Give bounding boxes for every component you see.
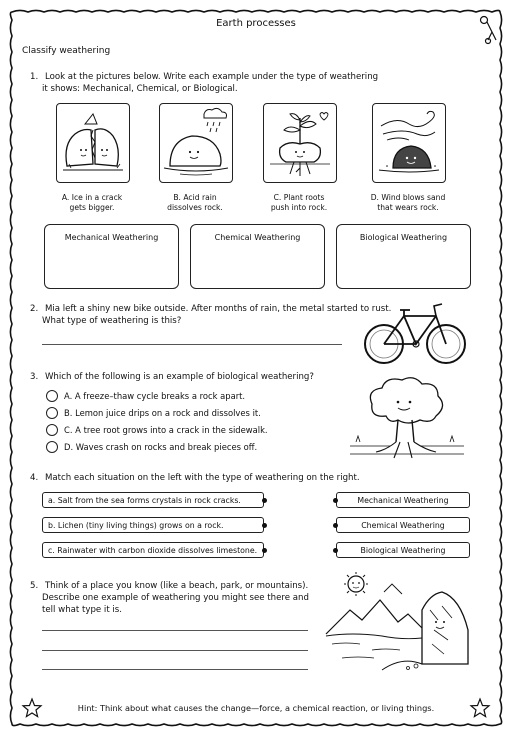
match-left-item[interactable]: a. Salt from the sea forms crystals in rock cracks. <box>42 492 264 508</box>
question-number: 2. <box>30 304 39 314</box>
picture-caption: B. Acid rain dissolves rock. <box>167 193 223 212</box>
answer-box-label: Biological Weathering <box>359 233 448 242</box>
rain-rock-icon <box>160 104 232 182</box>
answer-box-label: Chemical Weathering <box>214 233 301 242</box>
option-d[interactable] <box>46 441 257 453</box>
option-label: A. A freeze–thaw cycle breaks a rock apart. <box>64 391 246 401</box>
option-c[interactable] <box>46 424 268 436</box>
question-number: 3. <box>30 372 39 382</box>
mountain-beach-scene-icon <box>322 570 472 674</box>
picture-caption: C. Plant roots push into rock. <box>270 193 328 212</box>
question-2-line2: What type of weathering is this? <box>42 316 182 326</box>
question-text: Think of a place you know (like a beach, park, or mountains). <box>44 581 309 591</box>
match-right-item[interactable]: Mechanical Weathering <box>336 492 470 508</box>
option-b[interactable] <box>46 407 261 419</box>
picture-caption: D. Wind blows sand that wears rock. <box>370 193 446 212</box>
question-5 <box>30 580 308 592</box>
radio-circle[interactable] <box>46 407 58 419</box>
match-left-item[interactable]: c. Rainwater with carbon dioxide dissolves limestone. <box>42 542 264 558</box>
answer-box-biological[interactable] <box>336 224 471 289</box>
answer-box-label: Mechanical Weathering <box>64 233 159 242</box>
question-text: Which of the following is an example of biological weathering? <box>44 372 314 382</box>
answer-line[interactable] <box>42 630 308 631</box>
bike-icon <box>362 300 470 366</box>
match-dot[interactable] <box>333 498 338 503</box>
question-number: 1. <box>30 72 39 82</box>
radio-circle[interactable] <box>46 390 58 402</box>
question-text: Match each situation on the left with the type of weathering on the right. <box>44 473 360 483</box>
answer-box-chemical[interactable] <box>190 224 325 289</box>
answer-line[interactable] <box>42 669 308 670</box>
answer-box-mechanical[interactable] <box>44 224 179 289</box>
match-dot[interactable] <box>333 523 338 528</box>
question-number: 4. <box>30 473 39 483</box>
radio-circle[interactable] <box>46 441 58 453</box>
picture-wind-sand <box>372 103 446 183</box>
answer-line[interactable] <box>42 344 342 345</box>
radio-circle[interactable] <box>46 424 58 436</box>
question-1 <box>30 71 378 83</box>
match-dot[interactable] <box>262 523 267 528</box>
question-1-line2: it shows: Mechanical, Chemical, or Biological. <box>42 84 238 94</box>
plant-root-rock-icon <box>264 104 336 182</box>
option-label: D. Waves crash on rocks and break pieces off. <box>64 442 258 452</box>
match-dot[interactable] <box>262 548 267 553</box>
match-right-item[interactable]: Biological Weathering <box>336 542 470 558</box>
option-label: C. A tree root grows into a crack in the sidewalk. <box>64 425 268 435</box>
tree-root-icon <box>346 376 468 468</box>
hint-text: Hint: Think about what causes the change—force, a chemical reaction, or living things. <box>77 703 435 713</box>
question-text: Look at the pictures below. Write each example under the type of weathering <box>44 72 379 82</box>
wind-rock-icon <box>373 104 445 182</box>
question-5-line3: tell what type it is. <box>42 605 123 615</box>
match-right-item[interactable]: Chemical Weathering <box>336 517 470 533</box>
option-label: B. Lemon juice drips on a rock and dissolves it. <box>64 408 261 418</box>
page-title: Earth processes <box>216 18 296 29</box>
answer-line[interactable] <box>42 650 308 651</box>
question-3 <box>30 371 314 383</box>
question-5-line2: Describe one example of weathering you might see there and <box>42 593 309 603</box>
question-2 <box>30 303 391 315</box>
section-subtitle: Classify weathering <box>22 46 111 56</box>
question-text: Mia left a shiny new bike outside. After months of rain, the metal started to rust. <box>44 304 392 314</box>
picture-acid-rain <box>159 103 233 183</box>
picture-ice-crack <box>56 103 130 183</box>
match-dot[interactable] <box>262 498 267 503</box>
option-a[interactable] <box>46 390 245 402</box>
match-left-item[interactable]: b. Lichen (tiny living things) grows on a rock. <box>42 517 264 533</box>
picture-caption: A. Ice in a crack gets bigger. <box>61 193 123 212</box>
picture-plant-roots <box>263 103 337 183</box>
match-dot[interactable] <box>333 548 338 553</box>
cracked-rock-icon <box>57 104 129 182</box>
question-4 <box>30 472 360 484</box>
question-number: 5. <box>30 581 39 591</box>
